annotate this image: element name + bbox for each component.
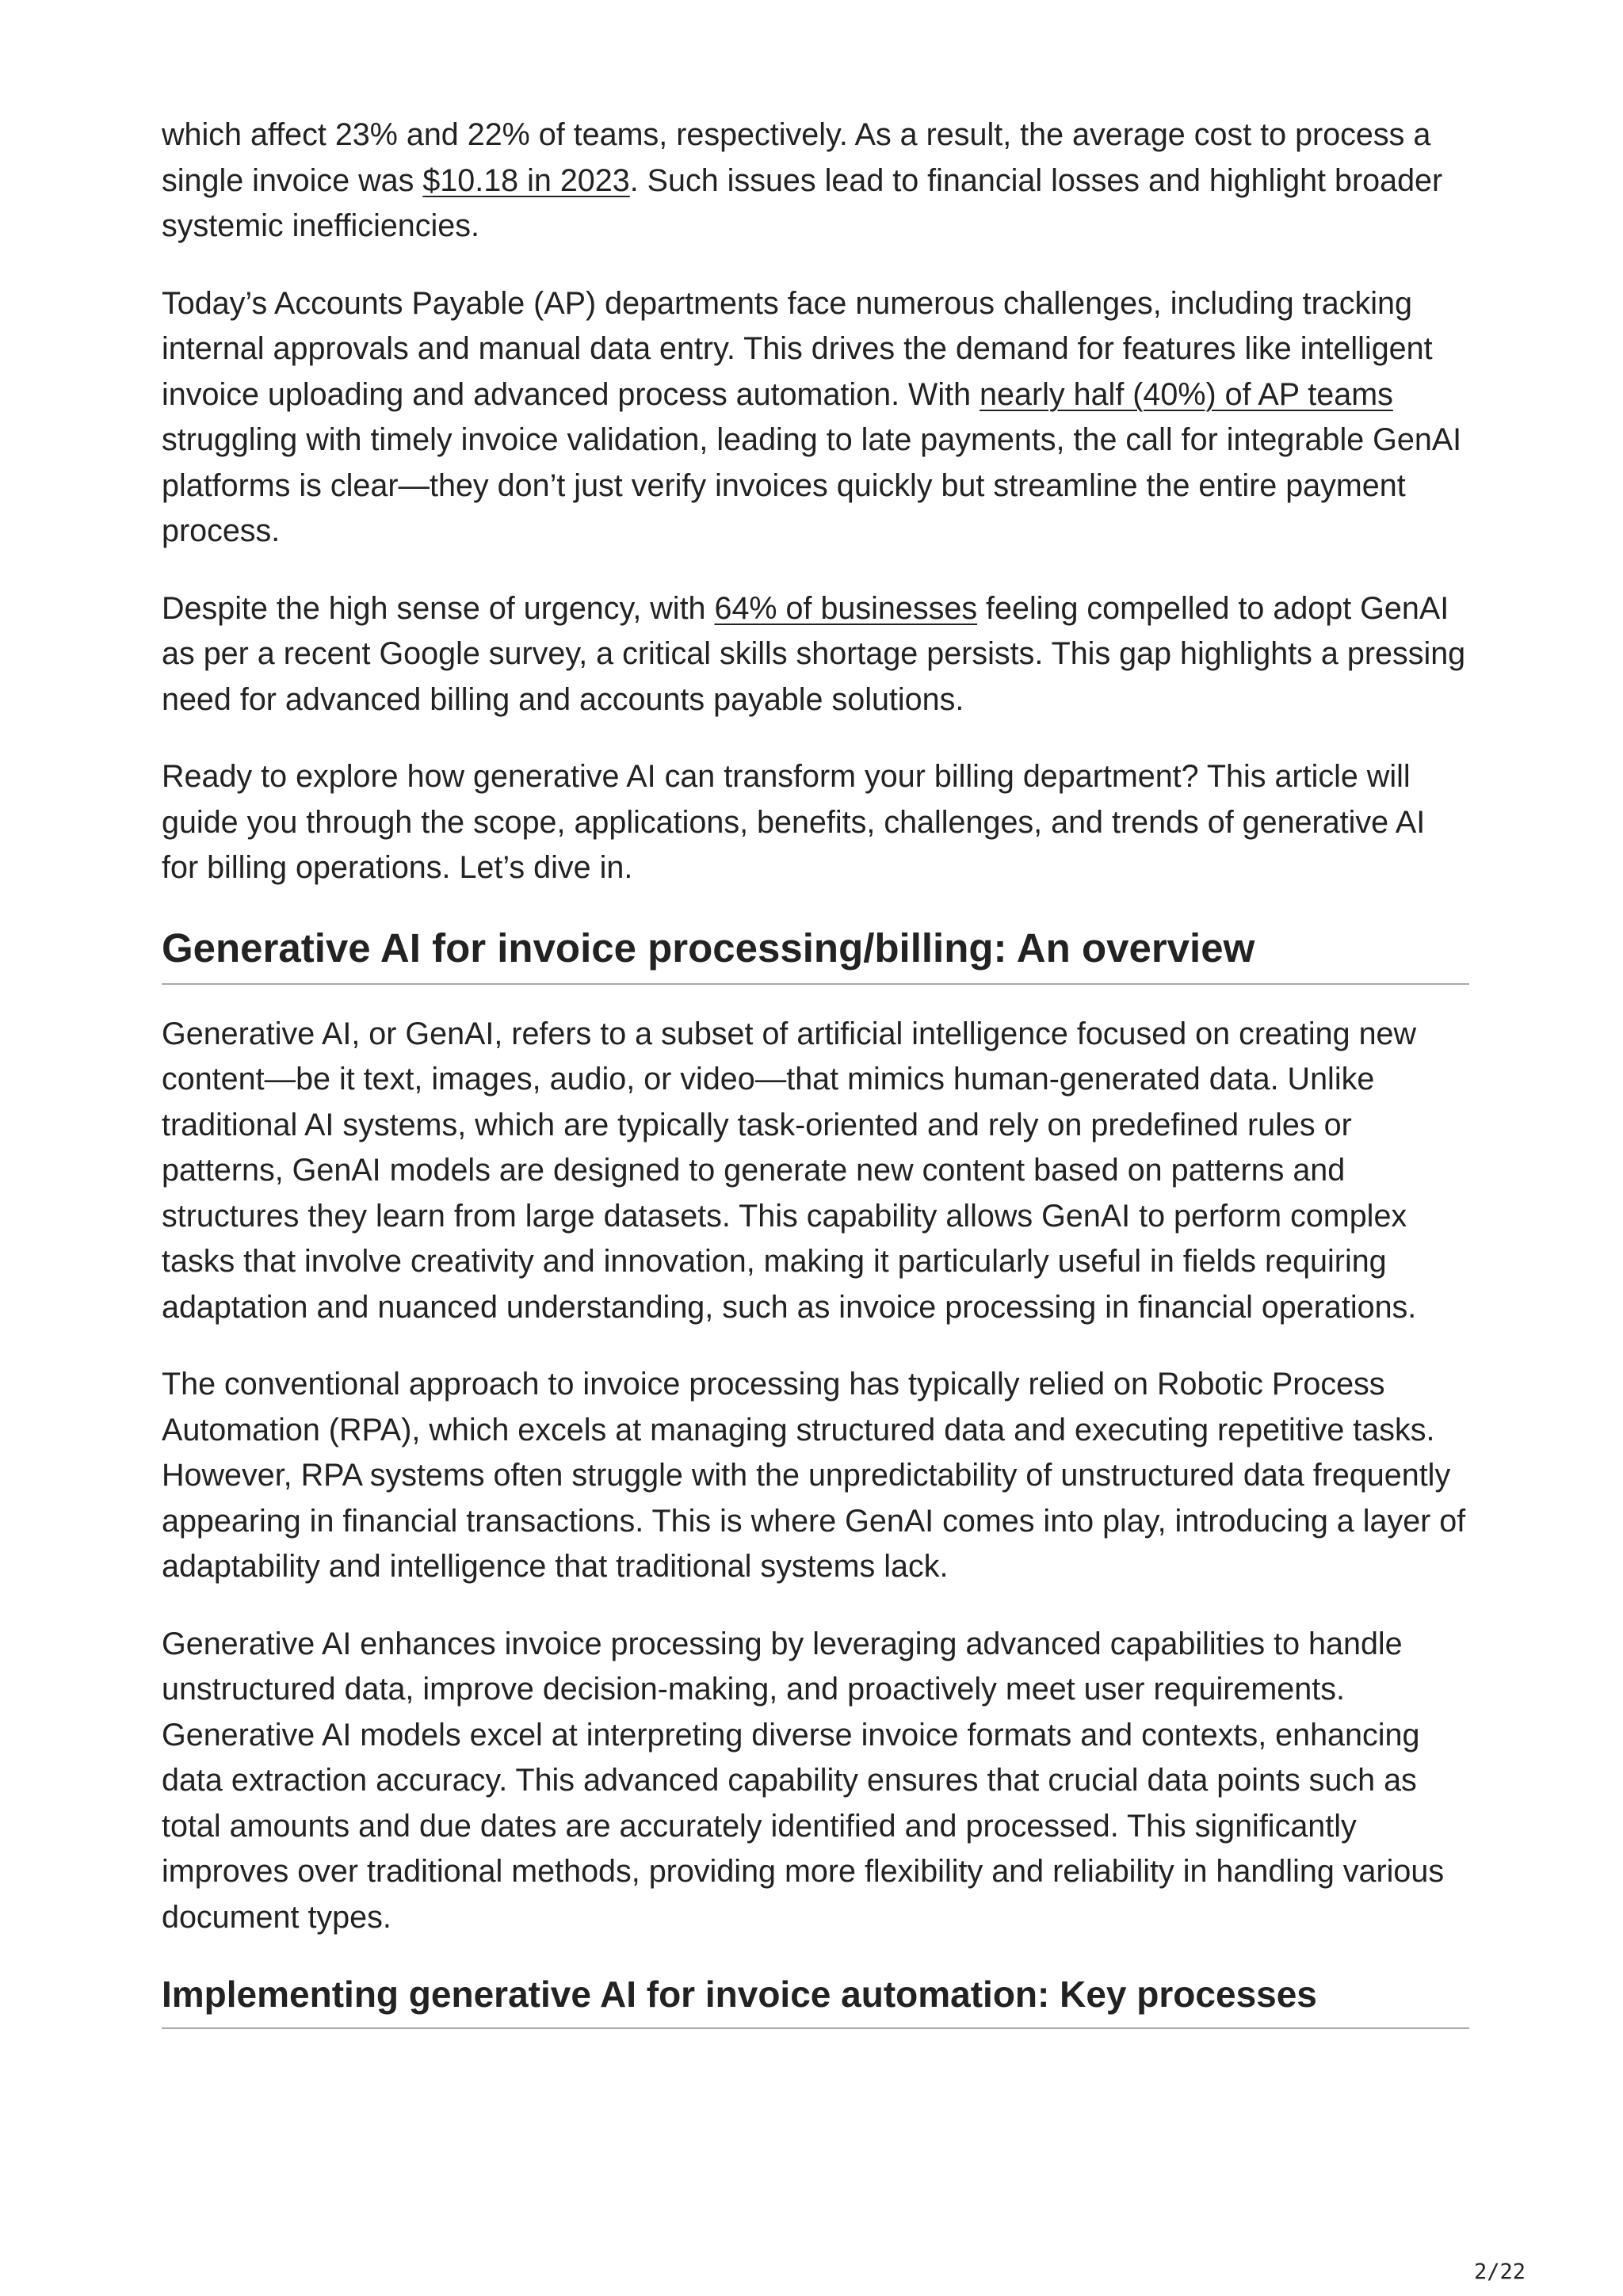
intro-paragraph-4: Ready to explore how generative AI can transform your billing department? This article will guide you through the scope, applications, benefits, challenges, and trends of generative AI for billing operations. Let’s dive in.	[162, 759, 1426, 885]
intro-p3-text-before: Despite the high sense of urgency, with	[162, 590, 715, 626]
page-number: 2/22	[1473, 2260, 1526, 2284]
intro-paragraph-1	[162, 113, 1469, 250]
intro-p1-text-before: which affect 23% and 22% of teams, respectively. As a result, the average cost to process a single invoice was	[162, 117, 1431, 198]
link-ap-teams-stat[interactable]: nearly half (40%) of AP teams	[980, 376, 1393, 412]
article-body	[162, 113, 1469, 2029]
intro-p2-text-after: struggling with timely invoice validation, leading to late payments, the call for integrable GenAI platforms is clear—they don’t just verify invoices quickly but streamline the entire payment process.	[162, 422, 1462, 548]
intro-p3-text-after: feeling compelled to adopt GenAI as per a recent Google survey, a critical skills shortage persists. This gap highlights a pressing need for advanced billing and accounts payable solutions.	[162, 590, 1466, 717]
overview-paragraph-2: The conventional approach to invoice processing has typically relied on Robotic Process Automation (RPA), which excels at managing structured data and executing repetitive tasks. However, RPA systems often struggle with the unpredictability of unstructured data frequently appearing in financial transactions. This is where GenAI comes into play, introducing a layer of adaptability and intelligence that traditional systems lack.	[162, 1367, 1466, 1584]
intro-p2-text-before: Today’s Accounts Payable (AP) departments face numerous challenges, including tracking internal approvals and manual data entry. This drives the demand for features like intelligent invoice uploading and advanced process automation. With	[162, 285, 1433, 412]
link-invoice-cost-2023[interactable]: $10.18 in 2023	[422, 162, 630, 198]
section-heading-overview: Generative AI for invoice processing/billing: An overview	[162, 923, 1469, 985]
overview-paragraph-1: Generative AI, or GenAI, refers to a subset of artificial intelligence focused on creating new content—be it text, images, audio, or video—that mimics human-generated data. Unlike traditional AI systems, which are typically task-oriented and rely on predefined rules or patterns, GenAI models are designed to generate new content based on patterns and structures they learn from large datasets. This capability allows GenAI to perform complex tasks that involve creativity and innovation, making it particularly useful in fields requiring adaptation and nuanced understanding, such as invoice processing in financial operations.	[162, 1016, 1417, 1325]
section-heading-key-processes: Implementing generative AI for invoice automation: Key processes	[162, 1970, 1469, 2029]
overview-paragraph-3: Generative AI enhances invoice processing by leveraging advanced capabilities to handle unstructured data, improve decision-making, and proactively meet user requirements. Generative AI models excel at interpreting diverse invoice formats and contexts, enhancing data extraction accuracy. This advanced capability ensures that crucial data points such as total amounts and due dates are accurately identified and processed. This significantly improves over traditional methods, providing more flexibility and reliability in handling various document types.	[162, 1626, 1445, 1935]
intro-p1-text-after: . Such issues lead to financial losses and highlight broader systemic inefficiencies.	[162, 162, 1443, 243]
link-businesses-stat[interactable]: 64% of businesses	[714, 590, 978, 626]
intro-paragraph-3	[162, 586, 1469, 723]
intro-paragraph-2	[162, 281, 1469, 555]
